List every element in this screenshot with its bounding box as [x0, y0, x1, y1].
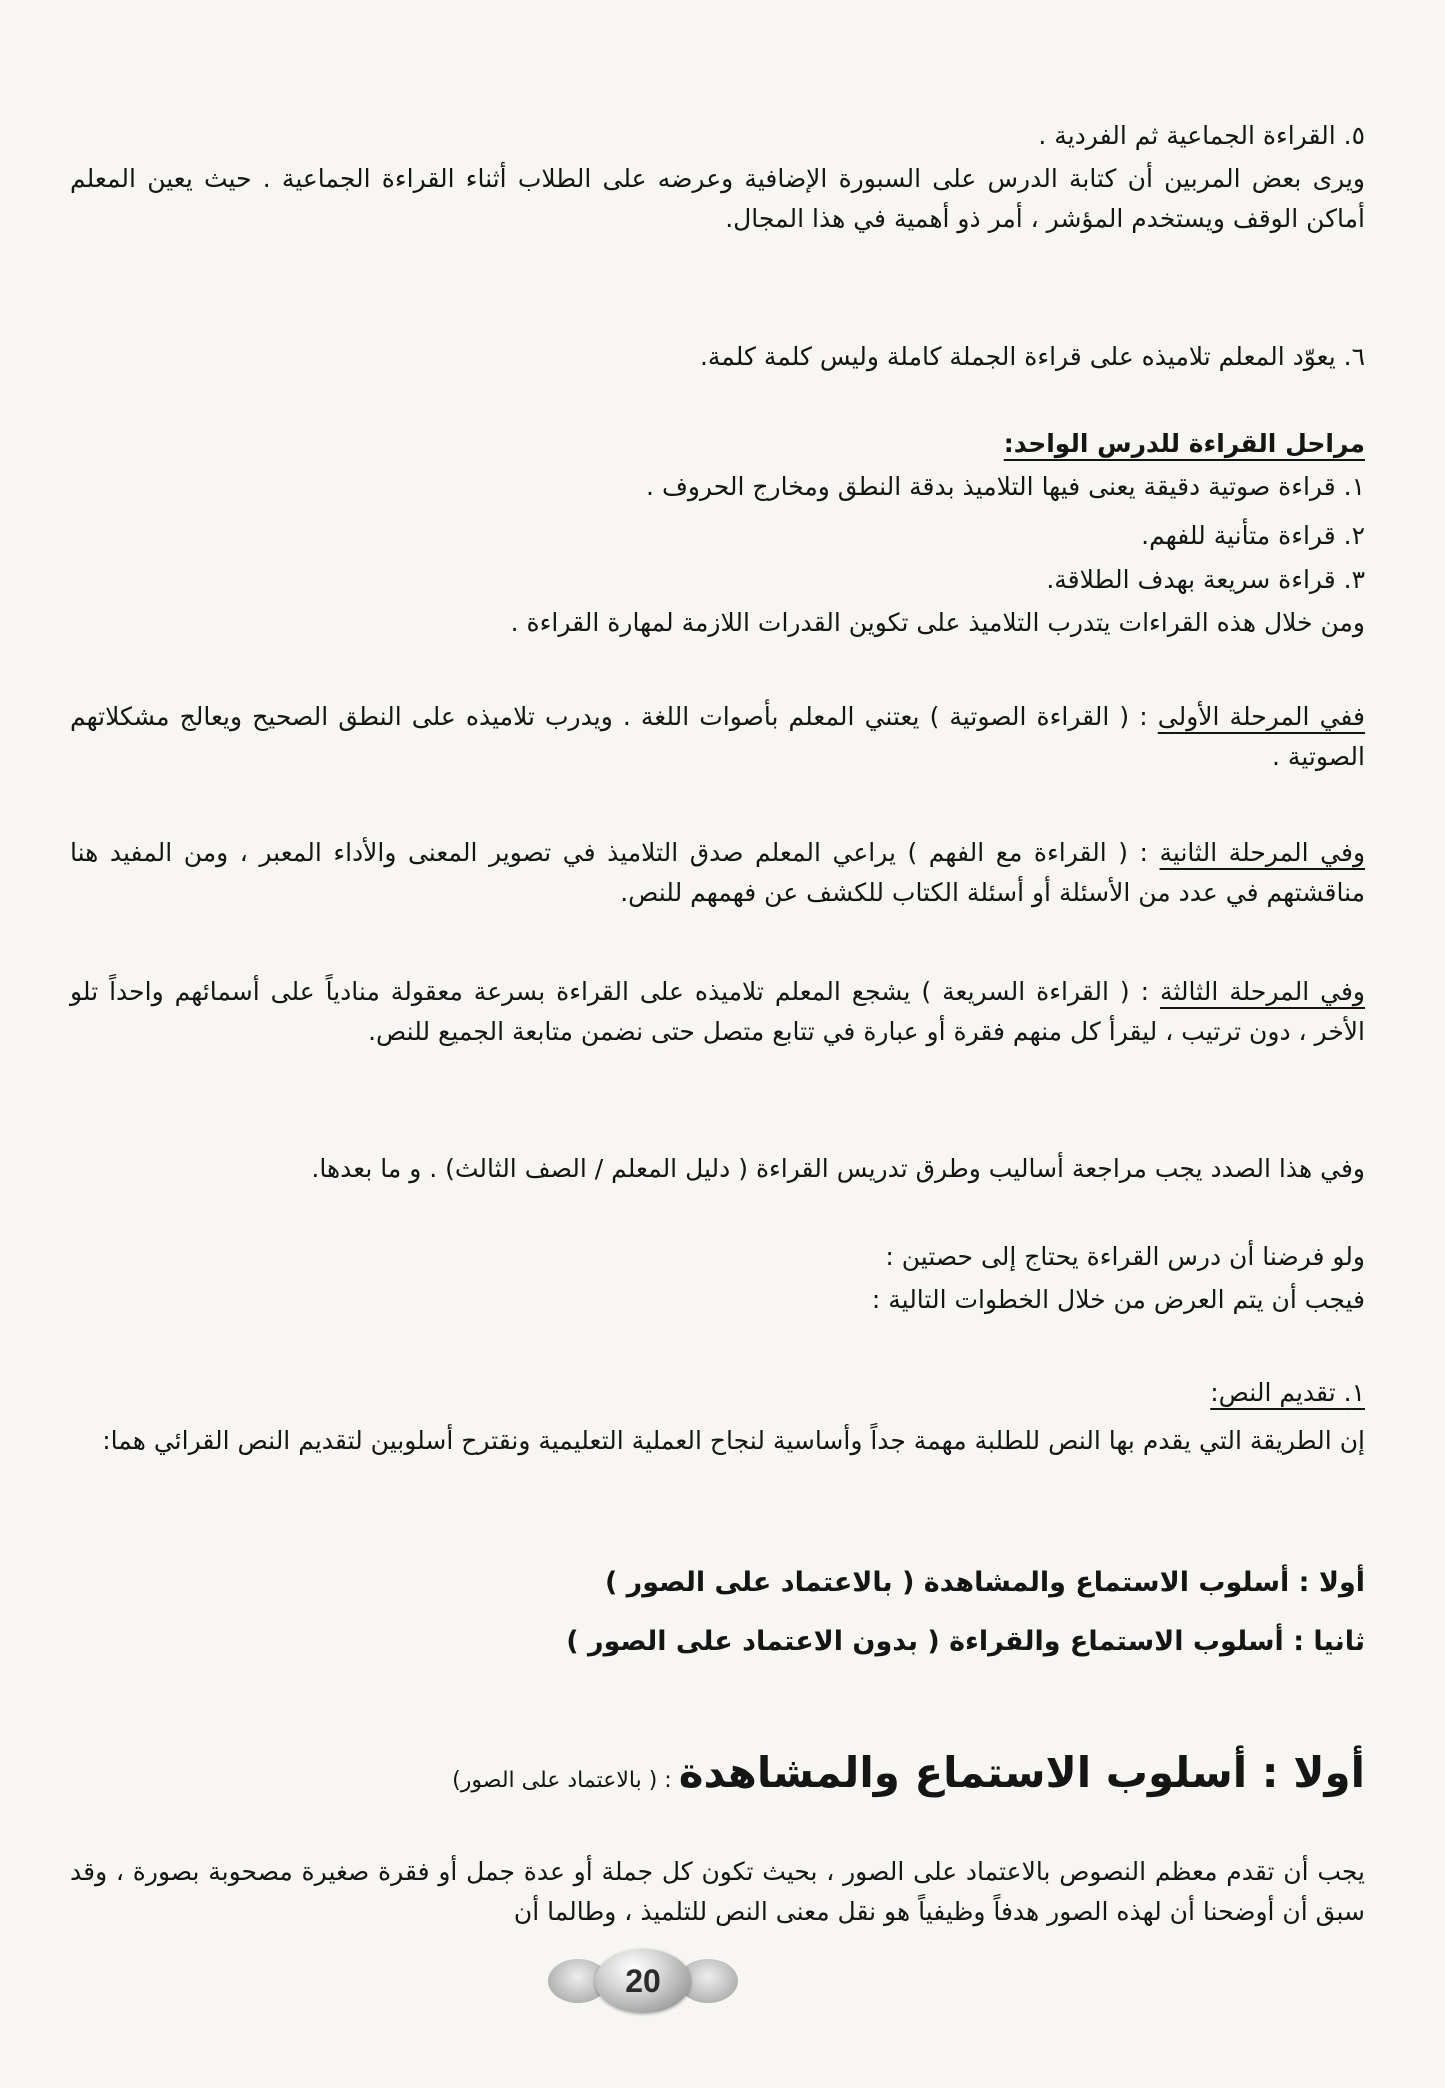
closing-paragraph: يجب أن تقدم معظم النصوص بالاعتماد على الصور ، بحيث تكون كل جملة أو عدة جمل أو فقرة صغيرة مصحوبة بصورة ، وقد سبق أن أوضحنا أن لهذه الصور هدفاً وظيفياً هو نقل معنى النص للتلميذ ، وطالما أن	[70, 1857, 1365, 1926]
phase-3-text: : ( القراءة السريعة ) يشجع المعلم تلاميذه على القراءة بسرعة معقولة منادياً على أسمائهم واحداً تلو الأخر ، دون ترتيب ، ليقرأ كل منهم فقرة أو عبارة في تتابع متصل حتى نضمن متابعة الجميع للنص.	[70, 977, 1365, 1046]
big-heading-title: أولا : أسلوب الاستماع والمشاهدة	[678, 1748, 1365, 1797]
phase-1-text: : ( القراءة الصوتية ) يعتني المعلم بأصوات اللغة . ويدرب تلاميذه على النطق الصحيح ويعالج مشكلاتهم الصوتية .	[70, 702, 1365, 771]
steps-line: فيجب أن يتم العرض من خلال الخطوات التالية :	[871, 1285, 1365, 1314]
intro-heading: ١. تقديم النص:	[1210, 1378, 1365, 1407]
method-2: ثانيا : أسلوب الاستماع والقراءة ( بدون الاعتماد على الصور )	[566, 1626, 1365, 1657]
review-paragraph: وفي هذا الصدد يجب مراجعة أساليب وطرق تدريس القراءة ( دليل المعلم / الصف الثالث) . و ما بعدها.	[311, 1154, 1365, 1183]
stage-3: ٣. قراءة سريعة بهدف الطلاقة.	[1046, 565, 1365, 594]
phase-3-label: وفي المرحلة الثالثة	[1159, 977, 1365, 1006]
page-number: 20	[625, 1963, 661, 1999]
stage-2: ٢. قراءة متأنية للفهم.	[1141, 521, 1365, 550]
big-heading-subtitle: : ( بالاعتماد على الصور)	[452, 1768, 679, 1793]
phase-2-paragraph	[70, 833, 1365, 913]
two-sessions-line: ولو فرضنا أن درس القراءة يحتاج إلى حصتين :	[885, 1242, 1365, 1271]
educators-paragraph: ويرى بعض المربين أن كتابة الدرس على السبورة الإضافية وعرضه على الطلاب أثناء القراءة الجماعية . حيث يعين المعلم أماكن الوقف ويستخدم المؤشر ، أمر ذو أهمية في هذا المجال.	[70, 164, 1365, 233]
phase-2-text: : ( القراءة مع الفهم ) يراعي المعلم صدق التلاميذ في تصوير المعنى والأداء المعبر ، ومن المفيد هنا مناقشتهم في عدد من الأسئلة أو أسئلة الكتاب للكشف عن فهمهم للنص.	[70, 838, 1365, 907]
big-heading	[70, 1745, 1365, 1809]
phase-3-paragraph	[70, 972, 1365, 1052]
through-paragraph: ومن خلال هذه القراءات يتدرب التلاميذ على تكوين القدرات اللازمة لمهارة القراءة .	[510, 608, 1365, 637]
stages-heading: مراحل القراءة للدرس الواحد:	[1003, 429, 1365, 458]
phase-1-label: ففي المرحلة الأولى	[1157, 702, 1366, 731]
phase-2-label: وفي المرحلة الثانية	[1159, 838, 1366, 867]
method-1: أولا : أسلوب الاستماع والمشاهدة ( بالاعتماد على الصور )	[604, 1567, 1365, 1598]
stage-1: ١. قراءة صوتية دقيقة يعنى فيها التلاميذ بدقة النطق ومخارج الحروف .	[646, 472, 1365, 501]
intro-paragraph: إن الطريقة التي يقدم بها النص للطلبة مهمة جداً وأساسية لنجاح العملية التعليمية ونقترح أسلوبين لتقديم النص القرائي هما:	[102, 1426, 1365, 1455]
phase-1-paragraph	[70, 697, 1365, 777]
item-6: ٦. يعوّد المعلم تلاميذه على قراءة الجملة كاملة وليس كلمة كلمة.	[699, 342, 1365, 371]
page-number-badge	[548, 1945, 738, 2017]
item-5: ٥. القراءة الجماعية ثم الفردية .	[1038, 121, 1365, 150]
